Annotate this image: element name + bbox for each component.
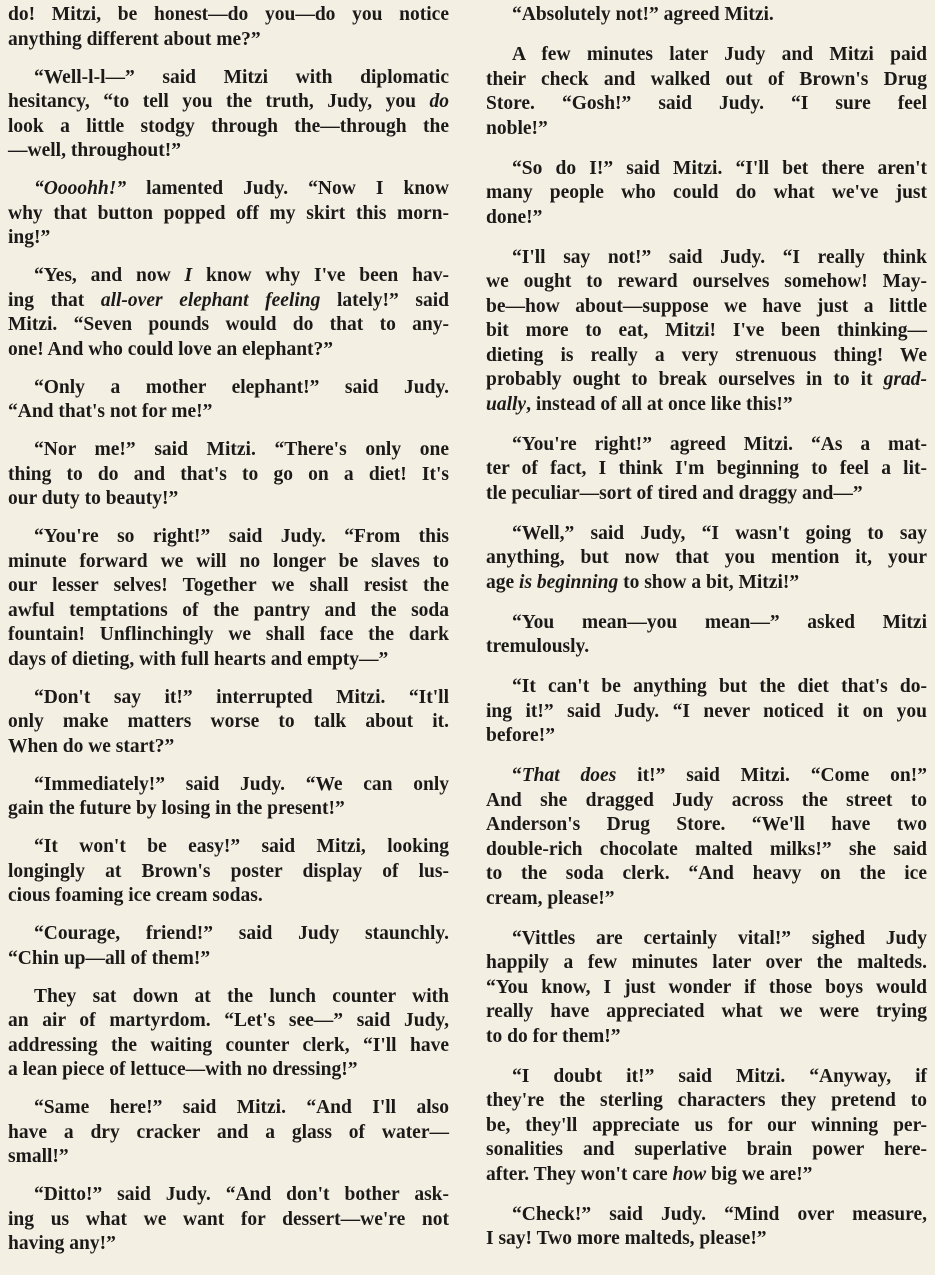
text-line: “Vittles are certainly vital!” sighed Judy — [512, 927, 927, 949]
text-line: “Nor me!” said Mitzi. “There's only one — [34, 439, 449, 460]
paragraph — [486, 764, 927, 911]
text-line: “You're so right!” said Judy. “From this — [34, 526, 449, 547]
paragraph — [486, 433, 927, 507]
text-line: small!” — [8, 1146, 69, 1167]
text-line: ually, instead of all at once like this!” — [486, 393, 793, 415]
text-line: probably ought to break ourselves in to it grad- — [486, 369, 927, 390]
text-line: “Chin up—all of them!” — [8, 947, 211, 969]
paragraph — [8, 376, 449, 425]
paragraph — [486, 927, 927, 1050]
paragraph — [486, 43, 927, 141]
text-line: a lean piece of lettuce—with no dressing!” — [8, 1059, 358, 1080]
paragraph — [486, 3, 927, 28]
text-column-left — [8, 3, 449, 1257]
text-line: cious foaming ice cream sodas. — [8, 885, 263, 906]
text-line: —well, throughout!” — [8, 140, 181, 161]
text-line: “Ditto!” said Judy. “And don't bother ask- — [34, 1184, 449, 1205]
text-line: an air of martyrdom. “Let's see—” said Judy, — [8, 1010, 449, 1031]
text-line: minute forward we will no longer be slaves to — [8, 550, 449, 572]
text-line: bit more to eat, Mitzi! I've been thinking— — [486, 320, 927, 341]
text-line: before!” — [486, 725, 555, 746]
text-line: age is beginning to show a bit, Mitzi!” — [486, 571, 800, 593]
text-line: “Check!” said Judy. “Mind over measure, — [512, 1203, 927, 1225]
text-line: to do for them!” — [486, 1025, 621, 1047]
paragraph — [486, 675, 927, 749]
text-line: one! And who could love an elephant?” — [8, 338, 334, 360]
text-line: cream, please!” — [486, 887, 615, 909]
text-line: ing it!” said Judy. “I never noticed it on you — [486, 700, 927, 722]
italic-text: do — [429, 91, 449, 112]
text-line: “And that's not for me!” — [8, 401, 213, 422]
paragraph — [486, 522, 927, 596]
text-line: A few minutes later Judy and Mitzi paid — [512, 44, 927, 65]
paragraph — [486, 611, 927, 660]
paragraph — [8, 3, 449, 52]
paragraph — [8, 264, 449, 362]
text-line: be, they'll appreciate us for our winning per- — [486, 1114, 927, 1136]
text-line: our lesser selves! Together we shall resist the — [8, 575, 449, 596]
text-line: “Well-l-l—” said Mitzi with diplomatic — [34, 66, 449, 88]
paragraph — [8, 177, 449, 251]
text-line: look a little stodgy through the—through the — [8, 115, 449, 137]
paragraph — [8, 686, 449, 760]
text-line: hesitancy, “to tell you the truth, Judy, you do — [8, 91, 449, 112]
text-line: our duty to beauty!” — [8, 488, 179, 509]
text-line: They sat down at the lunch counter with — [34, 985, 449, 1007]
text-line: Store. “Gosh!” said Judy. “I sure feel — [486, 93, 927, 114]
text-line: fountain! Unflinchingly we shall face the dark — [8, 624, 449, 645]
paragraph — [8, 985, 449, 1083]
text-line: “You know, I just wonder if those boys would — [486, 976, 927, 998]
text-line: ing that all-over elephant feeling lately!” said — [8, 289, 449, 311]
paragraph — [8, 525, 449, 672]
italic-text: is beginning — [519, 571, 619, 593]
text-line: they're the sterling characters they pretend to — [486, 1090, 927, 1111]
text-line: to the soda clerk. “And heavy on the ice — [486, 863, 927, 884]
paragraph — [486, 1203, 927, 1252]
text-line: anything, but now that you mention it, your — [486, 547, 927, 568]
text-line: “Immediately!” said Judy. “We can only — [34, 773, 449, 795]
text-line: we ought to reward ourselves somehow! May- — [486, 271, 927, 292]
paragraph — [8, 1183, 449, 1257]
text-line: “You're right!” agreed Mitzi. “As a mat- — [512, 433, 927, 455]
text-line: tle peculiar—sort of tired and draggy and—” — [486, 482, 863, 504]
italic-text: That does — [521, 765, 617, 786]
text-line: having any!” — [8, 1233, 116, 1254]
paragraph — [8, 835, 449, 909]
text-line: anything different about me?” — [8, 28, 261, 50]
text-column-right — [486, 3, 927, 1252]
text-line: double-rich chocolate malted milks!” she said — [486, 838, 927, 860]
paragraph — [8, 66, 449, 164]
text-line: be—how about—suppose we have just a little — [486, 295, 927, 317]
text-line: Anderson's Drug Store. “We'll have two — [486, 814, 927, 835]
text-line: ter of fact, I think I'm beginning to feel a lit- — [486, 458, 927, 479]
text-line: noble!” — [486, 117, 548, 139]
italic-text: grad- — [883, 369, 927, 390]
text-line: addressing the waiting counter clerk, “I'll have — [8, 1034, 449, 1056]
paragraph — [8, 1096, 449, 1170]
text-line: happily a few minutes later over the malteds. — [486, 952, 927, 973]
text-line: “Yes, and now I know why I've been hav- — [34, 265, 449, 286]
text-line: have a dry cracker and a glass of water— — [8, 1121, 449, 1143]
text-line: ing!” — [8, 227, 51, 248]
text-line: after. They won't care how big we are!” — [486, 1163, 813, 1185]
italic-text: “Oooohh!” — [34, 178, 127, 199]
paragraph — [8, 773, 449, 822]
text-line: “Same here!” said Mitzi. “And I'll also — [34, 1097, 449, 1118]
text-line: days of dieting, with full hearts and empty—” — [8, 648, 389, 670]
text-line: ing us what we want for dessert—we're not — [8, 1208, 449, 1230]
text-line: tremulously. — [486, 636, 590, 657]
text-line: sonalities and superlative brain power here- — [486, 1139, 927, 1160]
text-line: “You mean—you mean—” asked Mitzi — [512, 611, 927, 633]
paragraph — [486, 1065, 927, 1188]
text-line: do! Mitzi, be honest—do you—do you notice — [8, 4, 449, 25]
text-line: “Courage, friend!” said Judy staunchly. — [34, 923, 449, 944]
text-line: Mitzi. “Seven pounds would do that to any- — [8, 314, 449, 335]
text-line: many people who could do what we've just — [486, 182, 927, 203]
text-line: “It can't be anything but the diet that's do- — [512, 676, 927, 697]
text-line: gain the future by losing in the present!” — [8, 798, 345, 819]
text-line: “Only a mother elephant!” said Judy. — [34, 376, 449, 398]
text-line: “Don't say it!” interrupted Mitzi. “It'll — [34, 686, 449, 708]
italic-text: how — [672, 1163, 707, 1185]
text-line: “Well,” said Judy, “I wasn't going to say — [512, 522, 927, 544]
text-line: only make matters worse to talk about it. — [8, 711, 449, 732]
text-line: why that button popped off my skirt this morn- — [8, 202, 449, 224]
italic-text: all-over elephant feeling — [100, 289, 321, 311]
text-line: “It won't be easy!” said Mitzi, looking — [34, 836, 449, 857]
paragraph — [486, 157, 927, 231]
text-line: “Absolutely not!” agreed Mitzi. — [512, 4, 774, 25]
text-line: longingly at Brown's poster display of lus- — [8, 860, 449, 882]
italic-text: ually — [486, 393, 527, 415]
text-line: “Oooohh!” lamented Judy. “Now I know — [34, 178, 449, 199]
text-line: And she dragged Judy across the street to — [486, 789, 927, 811]
text-line: awful temptations of the pantry and the soda — [8, 599, 449, 621]
text-line: done!” — [486, 206, 543, 228]
text-line: When do we start?” — [8, 735, 175, 757]
paragraph — [8, 922, 449, 971]
paragraph — [8, 438, 449, 512]
text-line: thing to do and that's to go on a diet! It's — [8, 463, 449, 485]
text-line: “That does it!” said Mitzi. “Come on!” — [512, 765, 927, 786]
text-line: “I doubt it!” said Mitzi. “Anyway, if — [512, 1065, 927, 1087]
text-line: really have appreciated what we were trying — [486, 1001, 927, 1022]
text-line: “So do I!” said Mitzi. “I'll bet there aren't — [512, 157, 927, 179]
text-line: dieting is really a very strenuous thing! We — [486, 344, 927, 366]
paragraph — [486, 246, 927, 418]
italic-text: I — [184, 265, 193, 286]
text-line: “I'll say not!” said Judy. “I really think — [512, 246, 927, 268]
text-line: I say! Two more malteds, please!” — [486, 1228, 767, 1249]
text-line: their check and walked out of Brown's Drug — [486, 68, 927, 90]
